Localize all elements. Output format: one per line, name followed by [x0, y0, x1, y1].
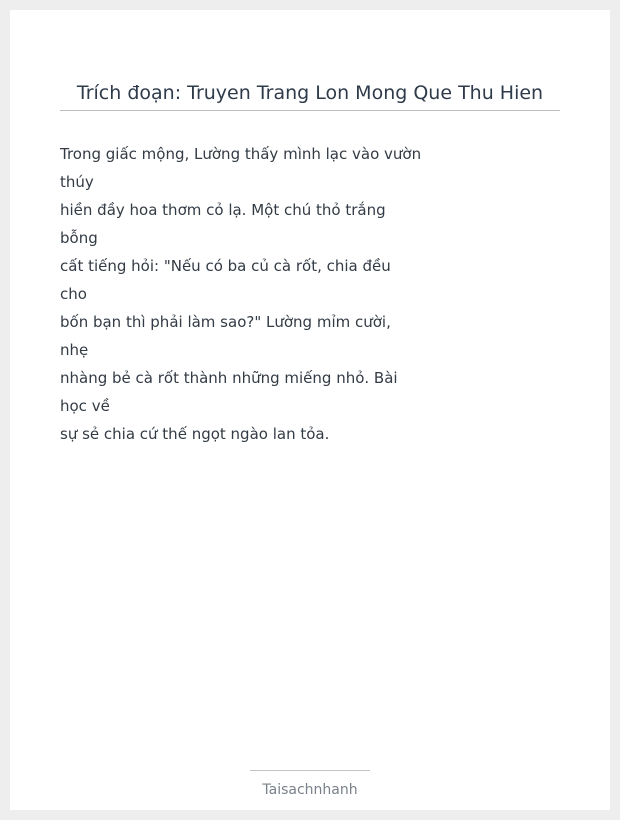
footer-source: Taisachnhanh [262, 782, 358, 798]
excerpt-line: hiền đầy hoa thơm cỏ lạ. Một chú thỏ trắng [60, 201, 386, 219]
excerpt-line: Trong giấc mộng, Lường thấy mình lạc vào vườn [60, 145, 422, 163]
excerpt-line: học về [60, 397, 110, 415]
excerpt-line: sự sẻ chia cứ thế ngọt ngào lan tỏa. [60, 425, 330, 443]
excerpt-line: nhàng bẻ cà rốt thành những miếng nhỏ. Bài [60, 369, 398, 387]
document-title: Trích đoạn: Truyen Trang Lon Mong Que Thu Hien [76, 82, 544, 104]
title-divider [60, 110, 560, 111]
excerpt-line: bỗng [60, 229, 98, 247]
excerpt-line: bốn bạn thì phải làm sao?" Lường mỉm cười, [60, 313, 391, 331]
excerpt-line: cho [60, 285, 87, 303]
footer-divider [250, 770, 370, 771]
excerpt-line: thúy [60, 173, 94, 191]
excerpt-line: nhẹ [60, 341, 89, 359]
excerpt-body [60, 140, 580, 448]
document-page [10, 10, 610, 810]
excerpt-line: cất tiếng hỏi: "Nếu có ba củ cà rốt, chia đều [60, 257, 391, 275]
